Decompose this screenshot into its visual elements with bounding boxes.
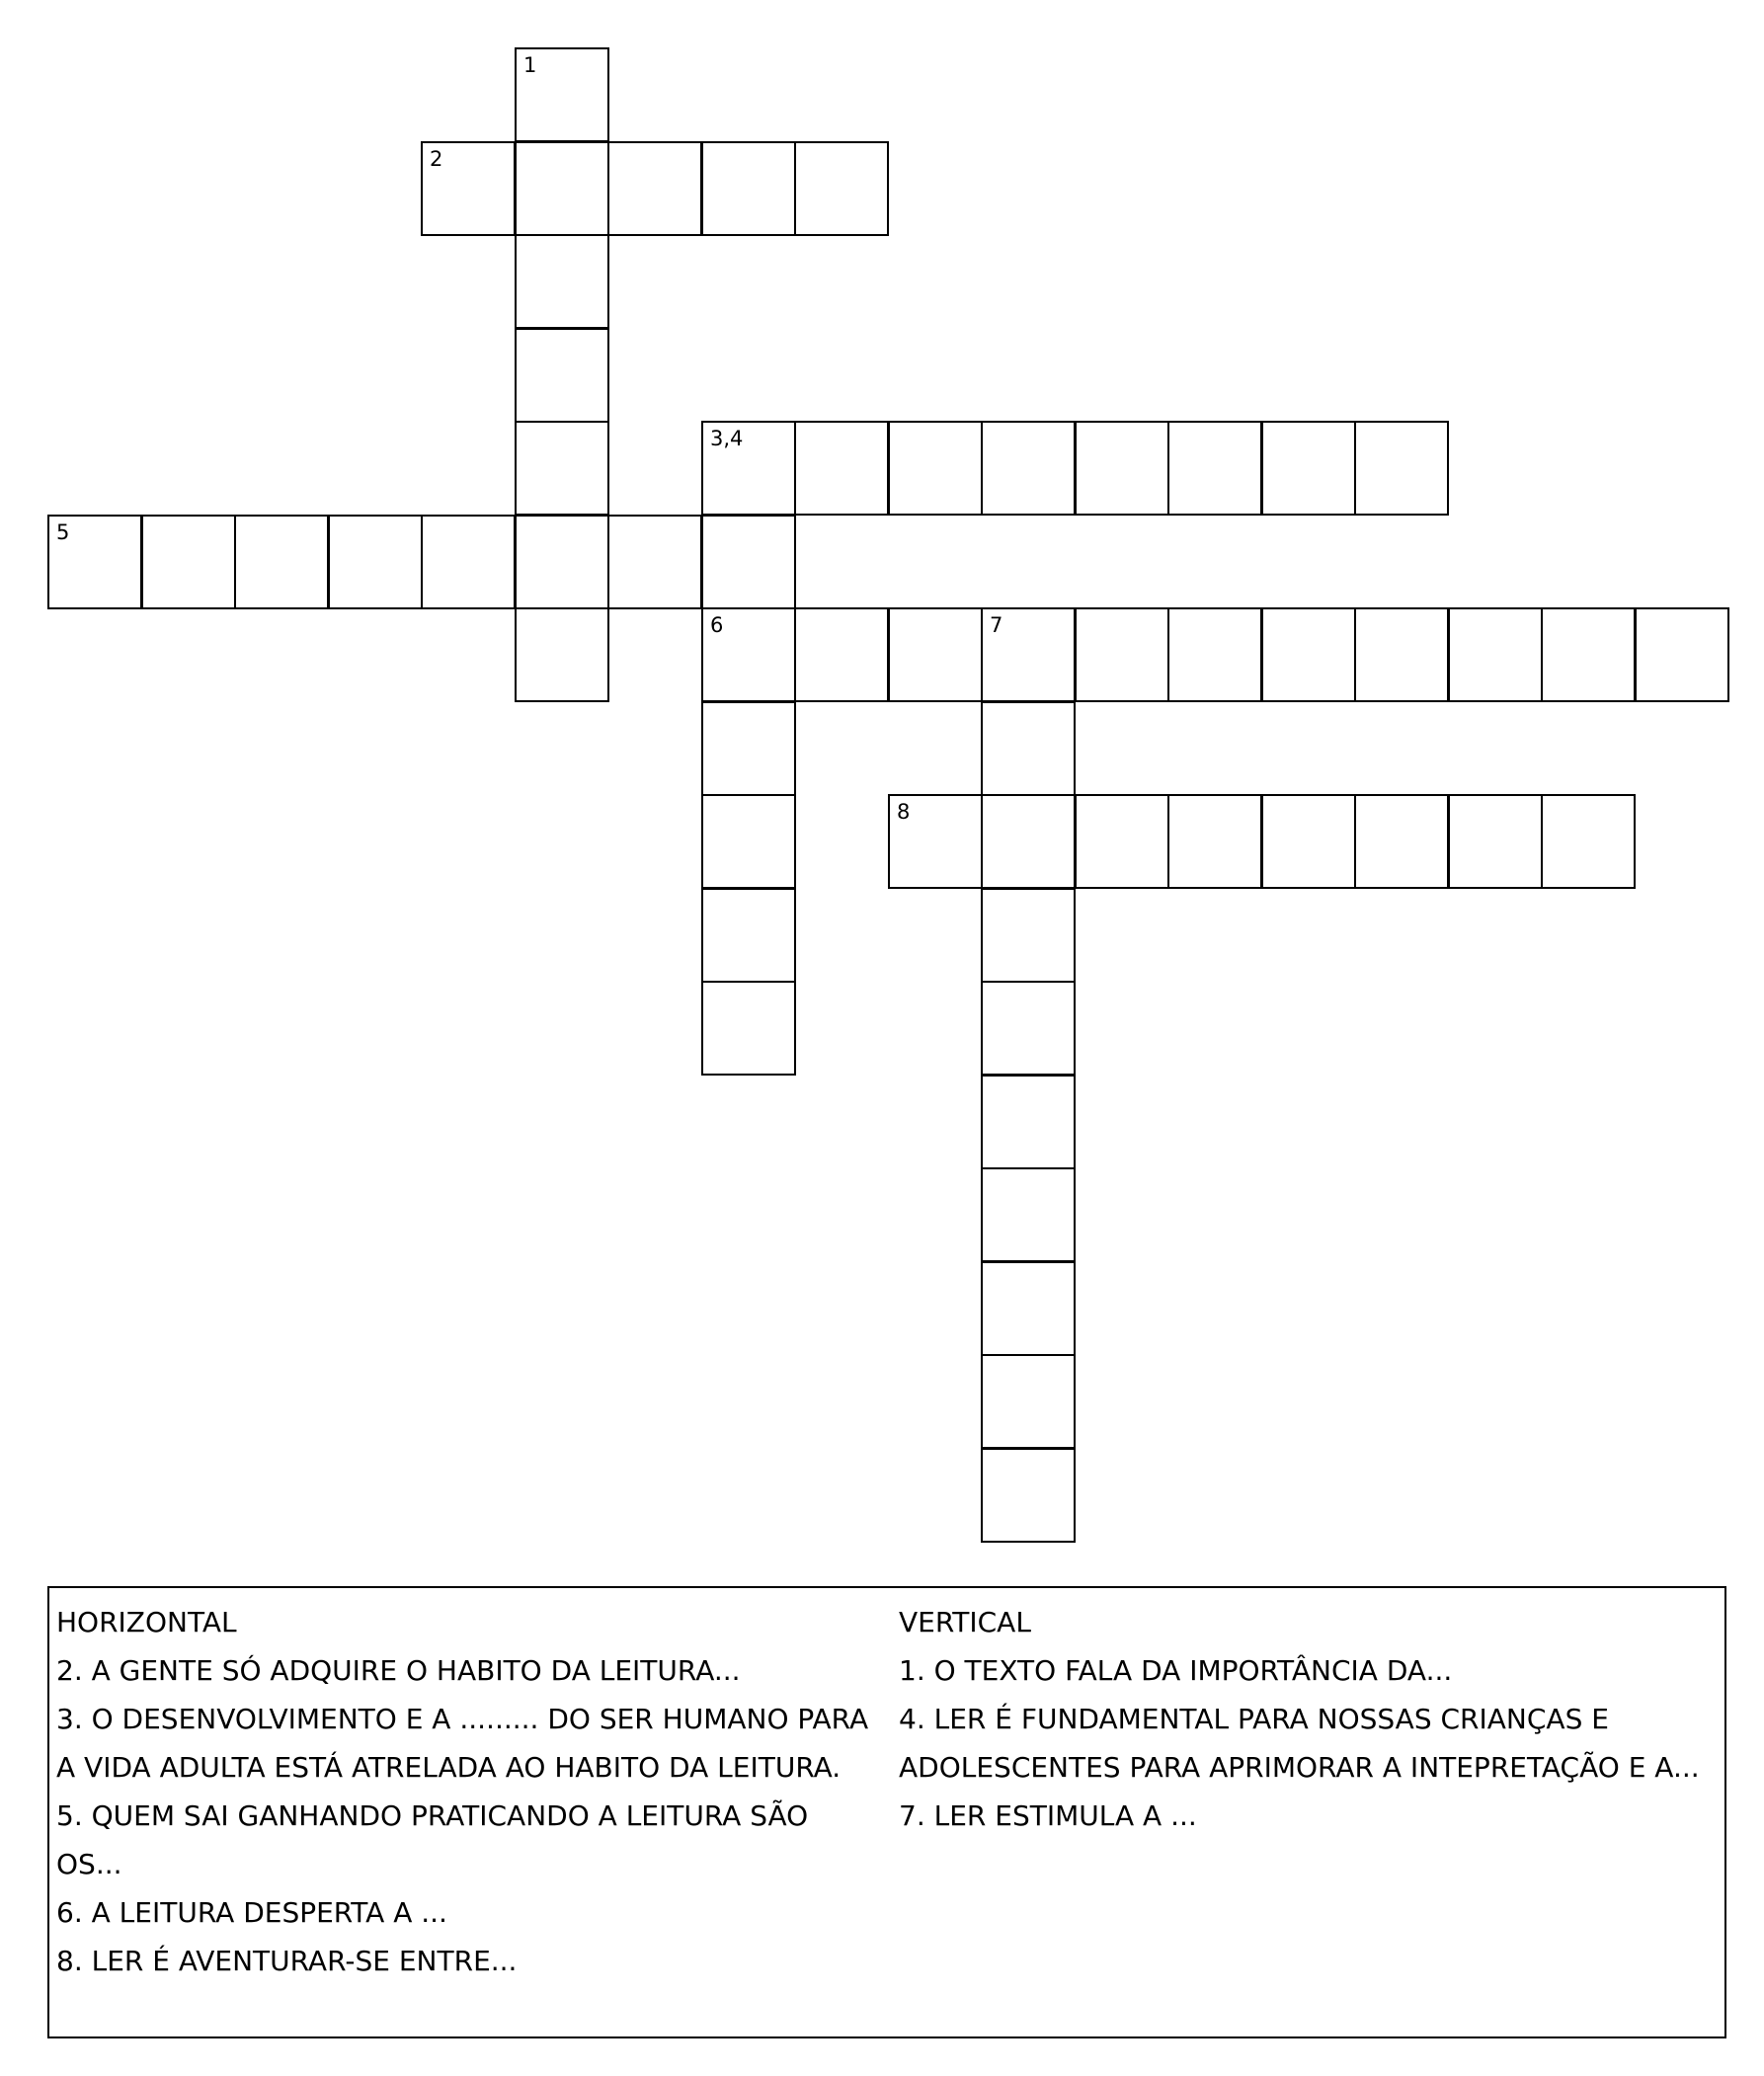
crossword-cell[interactable] (981, 1261, 1076, 1356)
crossword-cell[interactable] (1541, 794, 1636, 889)
crossword-cell[interactable] (328, 515, 423, 609)
crossword-cell[interactable] (515, 421, 609, 516)
crossword-cell[interactable] (981, 607, 1076, 702)
crossword-cell[interactable] (1354, 421, 1449, 516)
crossword-cell[interactable] (981, 888, 1076, 983)
clue-number: 6 (710, 613, 724, 637)
crossword-cell[interactable] (981, 701, 1076, 796)
crossword-cell[interactable] (1075, 794, 1169, 889)
crossword-cell[interactable] (1261, 794, 1356, 889)
crossword-cell[interactable] (515, 607, 609, 702)
crossword-cell[interactable] (981, 1354, 1076, 1449)
crossword-cell[interactable] (1167, 794, 1262, 889)
horizontal-clue-line: 5. QUEM SAI GANHANDO PRATICANDO A LEITURA SÃO (56, 1799, 809, 1832)
crossword-cell[interactable] (701, 888, 796, 983)
horizontal-clues (56, 1598, 886, 1985)
crossword-cell[interactable] (701, 607, 796, 702)
crossword-cell[interactable] (1075, 607, 1169, 702)
clue-number: 7 (990, 613, 1003, 637)
crossword-cell[interactable] (515, 328, 609, 423)
crossword-cell[interactable] (981, 794, 1076, 889)
horizontal-clue-line: 6. A LEITURA DESPERTA A ... (56, 1896, 447, 1929)
crossword-cell[interactable] (515, 47, 609, 142)
crossword-cell[interactable] (794, 421, 889, 516)
crossword-cell[interactable] (888, 794, 983, 889)
horizontal-heading: HORIZONTAL (56, 1606, 237, 1638)
crossword-cell[interactable] (981, 1075, 1076, 1169)
horizontal-clue-line: OS... (56, 1848, 122, 1880)
vertical-clue-line: 4. LER É FUNDAMENTAL PARA NOSSAS CRIANÇAS E (899, 1703, 1609, 1735)
clue-box (47, 1586, 1726, 2038)
clue-number: 8 (897, 800, 911, 824)
crossword-cell[interactable] (701, 421, 796, 516)
crossword-cell[interactable] (981, 1448, 1076, 1543)
crossword-cell[interactable] (1635, 607, 1729, 702)
crossword-cell[interactable] (515, 234, 609, 329)
clue-number: 5 (56, 520, 70, 544)
crossword-cell[interactable] (888, 421, 983, 516)
crossword-cell[interactable] (607, 515, 702, 609)
clue-number: 1 (523, 53, 537, 77)
crossword-cell[interactable] (1541, 607, 1636, 702)
crossword-cell[interactable] (607, 141, 702, 236)
crossword-cell[interactable] (701, 515, 796, 609)
clue-number: 2 (430, 147, 443, 171)
vertical-clues (899, 1598, 1719, 1840)
crossword-cell[interactable] (794, 141, 889, 236)
crossword-cell[interactable] (1075, 421, 1169, 516)
crossword-cell[interactable] (421, 141, 516, 236)
crossword-cell[interactable] (701, 701, 796, 796)
crossword-cell[interactable] (981, 421, 1076, 516)
vertical-heading: VERTICAL (899, 1606, 1031, 1638)
crossword-cell[interactable] (1354, 794, 1449, 889)
clue-number: 3,4 (710, 427, 744, 450)
horizontal-clue-line: 3. O DESENVOLVIMENTO E A ......... DO SER HUMANO PARA (56, 1703, 869, 1735)
crossword-cell[interactable] (515, 515, 609, 609)
crossword-cell[interactable] (1448, 794, 1543, 889)
crossword-cell[interactable] (981, 1167, 1076, 1262)
horizontal-clue-line: 8. LER É AVENTURAR-SE ENTRE... (56, 1945, 518, 1977)
crossword-cell[interactable] (421, 515, 516, 609)
crossword-cell[interactable] (794, 607, 889, 702)
crossword-cell[interactable] (888, 607, 983, 702)
crossword-cell[interactable] (1354, 607, 1449, 702)
crossword-cell[interactable] (701, 794, 796, 889)
crossword-cell[interactable] (515, 141, 609, 236)
vertical-clue-line: ADOLESCENTES PARA APRIMORAR A INTEPRETAÇÃO E A... (899, 1751, 1700, 1784)
horizontal-clue-line: A VIDA ADULTA ESTÁ ATRELADA AO HABITO DA LEITURA. (56, 1751, 842, 1784)
crossword-cell[interactable] (981, 981, 1076, 1076)
crossword-cell[interactable] (141, 515, 236, 609)
horizontal-clue-line: 2. A GENTE SÓ ADQUIRE O HABITO DA LEITURA... (56, 1654, 741, 1687)
vertical-clue-line: 1. O TEXTO FALA DA IMPORTÂNCIA DA... (899, 1654, 1453, 1687)
crossword-cell[interactable] (1261, 607, 1356, 702)
crossword-cell[interactable] (1448, 607, 1543, 702)
crossword-cell[interactable] (47, 515, 142, 609)
crossword-cell[interactable] (234, 515, 329, 609)
crossword-cell[interactable] (1167, 421, 1262, 516)
crossword-cell[interactable] (1167, 607, 1262, 702)
crossword-cell[interactable] (701, 141, 796, 236)
crossword-cell[interactable] (1261, 421, 1356, 516)
crossword-cell[interactable] (701, 981, 796, 1076)
vertical-clue-line: 7. LER ESTIMULA A ... (899, 1799, 1197, 1832)
